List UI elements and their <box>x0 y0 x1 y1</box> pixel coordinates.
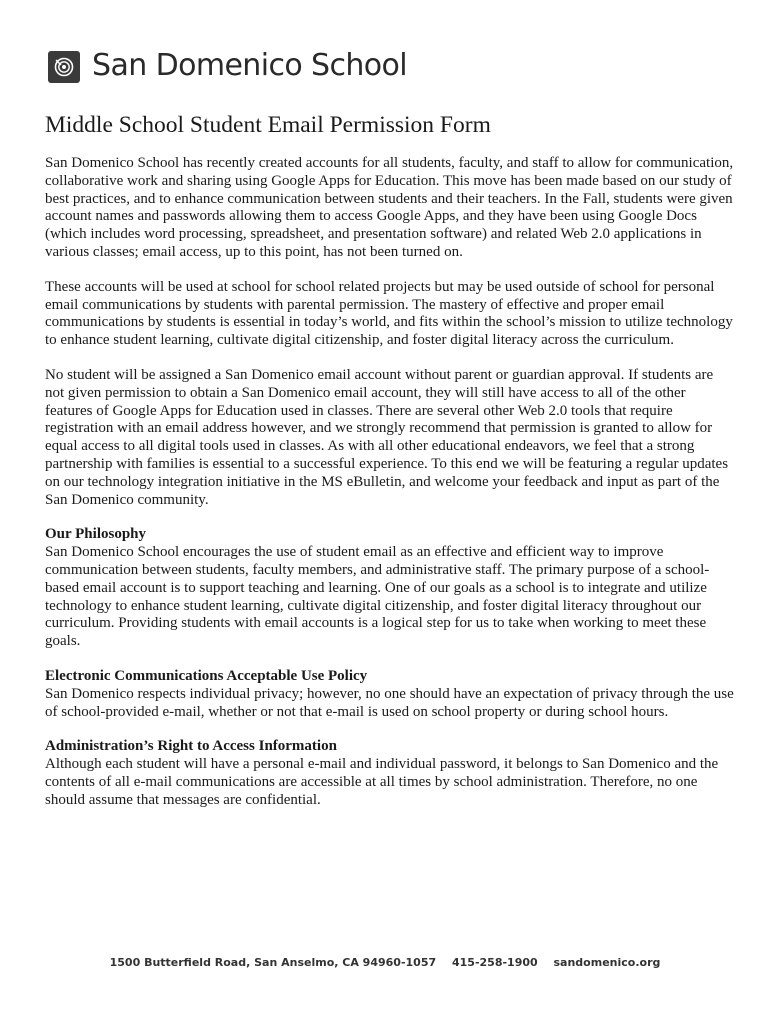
footer-phone: 415-258-1900 <box>451 956 538 969</box>
section-body: Although each student will have a personal e-mail and individual password, it belongs to San Domenico and the contents of all e-mail communications are accessible at all times by school administration. Therefore, no one should assume that messages are confidential. <box>45 756 719 808</box>
footer <box>0 956 770 969</box>
section-admin-access <box>45 738 735 809</box>
school-name: San Domenico School <box>92 48 408 83</box>
section-philosophy <box>45 526 735 651</box>
section-heading: Our Philosophy <box>45 526 147 543</box>
footer-address: 1500 Butterfield Road, San Anselmo, CA 94960-1057 <box>109 956 437 969</box>
intro-paragraph-1: San Domenico School has recently created accounts for all students, faculty, and staff to allow for communication, collaborative work and sharing using Google Apps for Education. This move has been made based on our study of best practices, and to enhance communication between students and their teachers. In the Fall, students were given account names and passwords allowing them to access Google Apps, and they have been using Google Docs (which includes word processing, spreadsheet, and presentation software) and related Web 2.0 applications in various classes; email access, up to this point, has not been turned on. <box>45 155 734 260</box>
section-acceptable-use <box>45 668 735 721</box>
footer-website: sandomenico.org <box>553 956 661 969</box>
school-logo-icon <box>48 51 80 83</box>
letterhead <box>48 46 407 86</box>
section-heading: Administration’s Right to Access Information <box>45 738 337 755</box>
intro-paragraph-3: No student will be assigned a San Domenico email account without parent or guardian approval. If students are not given permission to obtain a San Domenico email account, they will still have access to all of the other features of Google Apps for Education used in classes. There are several other Web 2.0 tools that require registration with an email address however, and we strongly recommend that permission is granted to allow for equal access to all digital tools used in classes. As with all other educational endeavors, we feel that a strong partnership with families is essential to a successful experience. To this end we will be featuring a regular updates on our technology integration initiative in the MS eBulletin, and welcome your feedback and input as part of the San Domenico community. <box>45 366 729 508</box>
section-body: San Domenico School encourages the use of student email as an effective and efficient way to improve communication between students, faculty members, and administrative staff. The primary purpose of a school-based email account is to support teaching and learning. One of our goals as a school is to integrate and utilize technology to enhance student learning, cultivate digital citizenship, and foster digital literacy throughout our curriculum. Providing students with email accounts is a logical step for us to take when working to meet these goals. <box>45 544 710 650</box>
form-title: Middle School Student Email Permission Form <box>45 112 491 138</box>
section-body: San Domenico respects individual privacy; however, no one should have an expectation of privacy through the use of school-provided e-mail, whether or not that e-mail is used on school property or during school hours. <box>45 685 734 720</box>
document-body <box>45 110 735 827</box>
section-heading: Electronic Communications Acceptable Use Policy <box>45 667 368 684</box>
intro-paragraph-2: These accounts will be used at school for school related projects but may be used outside of school for personal email communications by students with parental permission. The mastery of effective and proper email communications by students is essential in today’s world, and fits within the school’s mission to utilize technology to enhance student learning, cultivate digital citizenship, and foster digital literacy across the curriculum. <box>45 278 733 349</box>
